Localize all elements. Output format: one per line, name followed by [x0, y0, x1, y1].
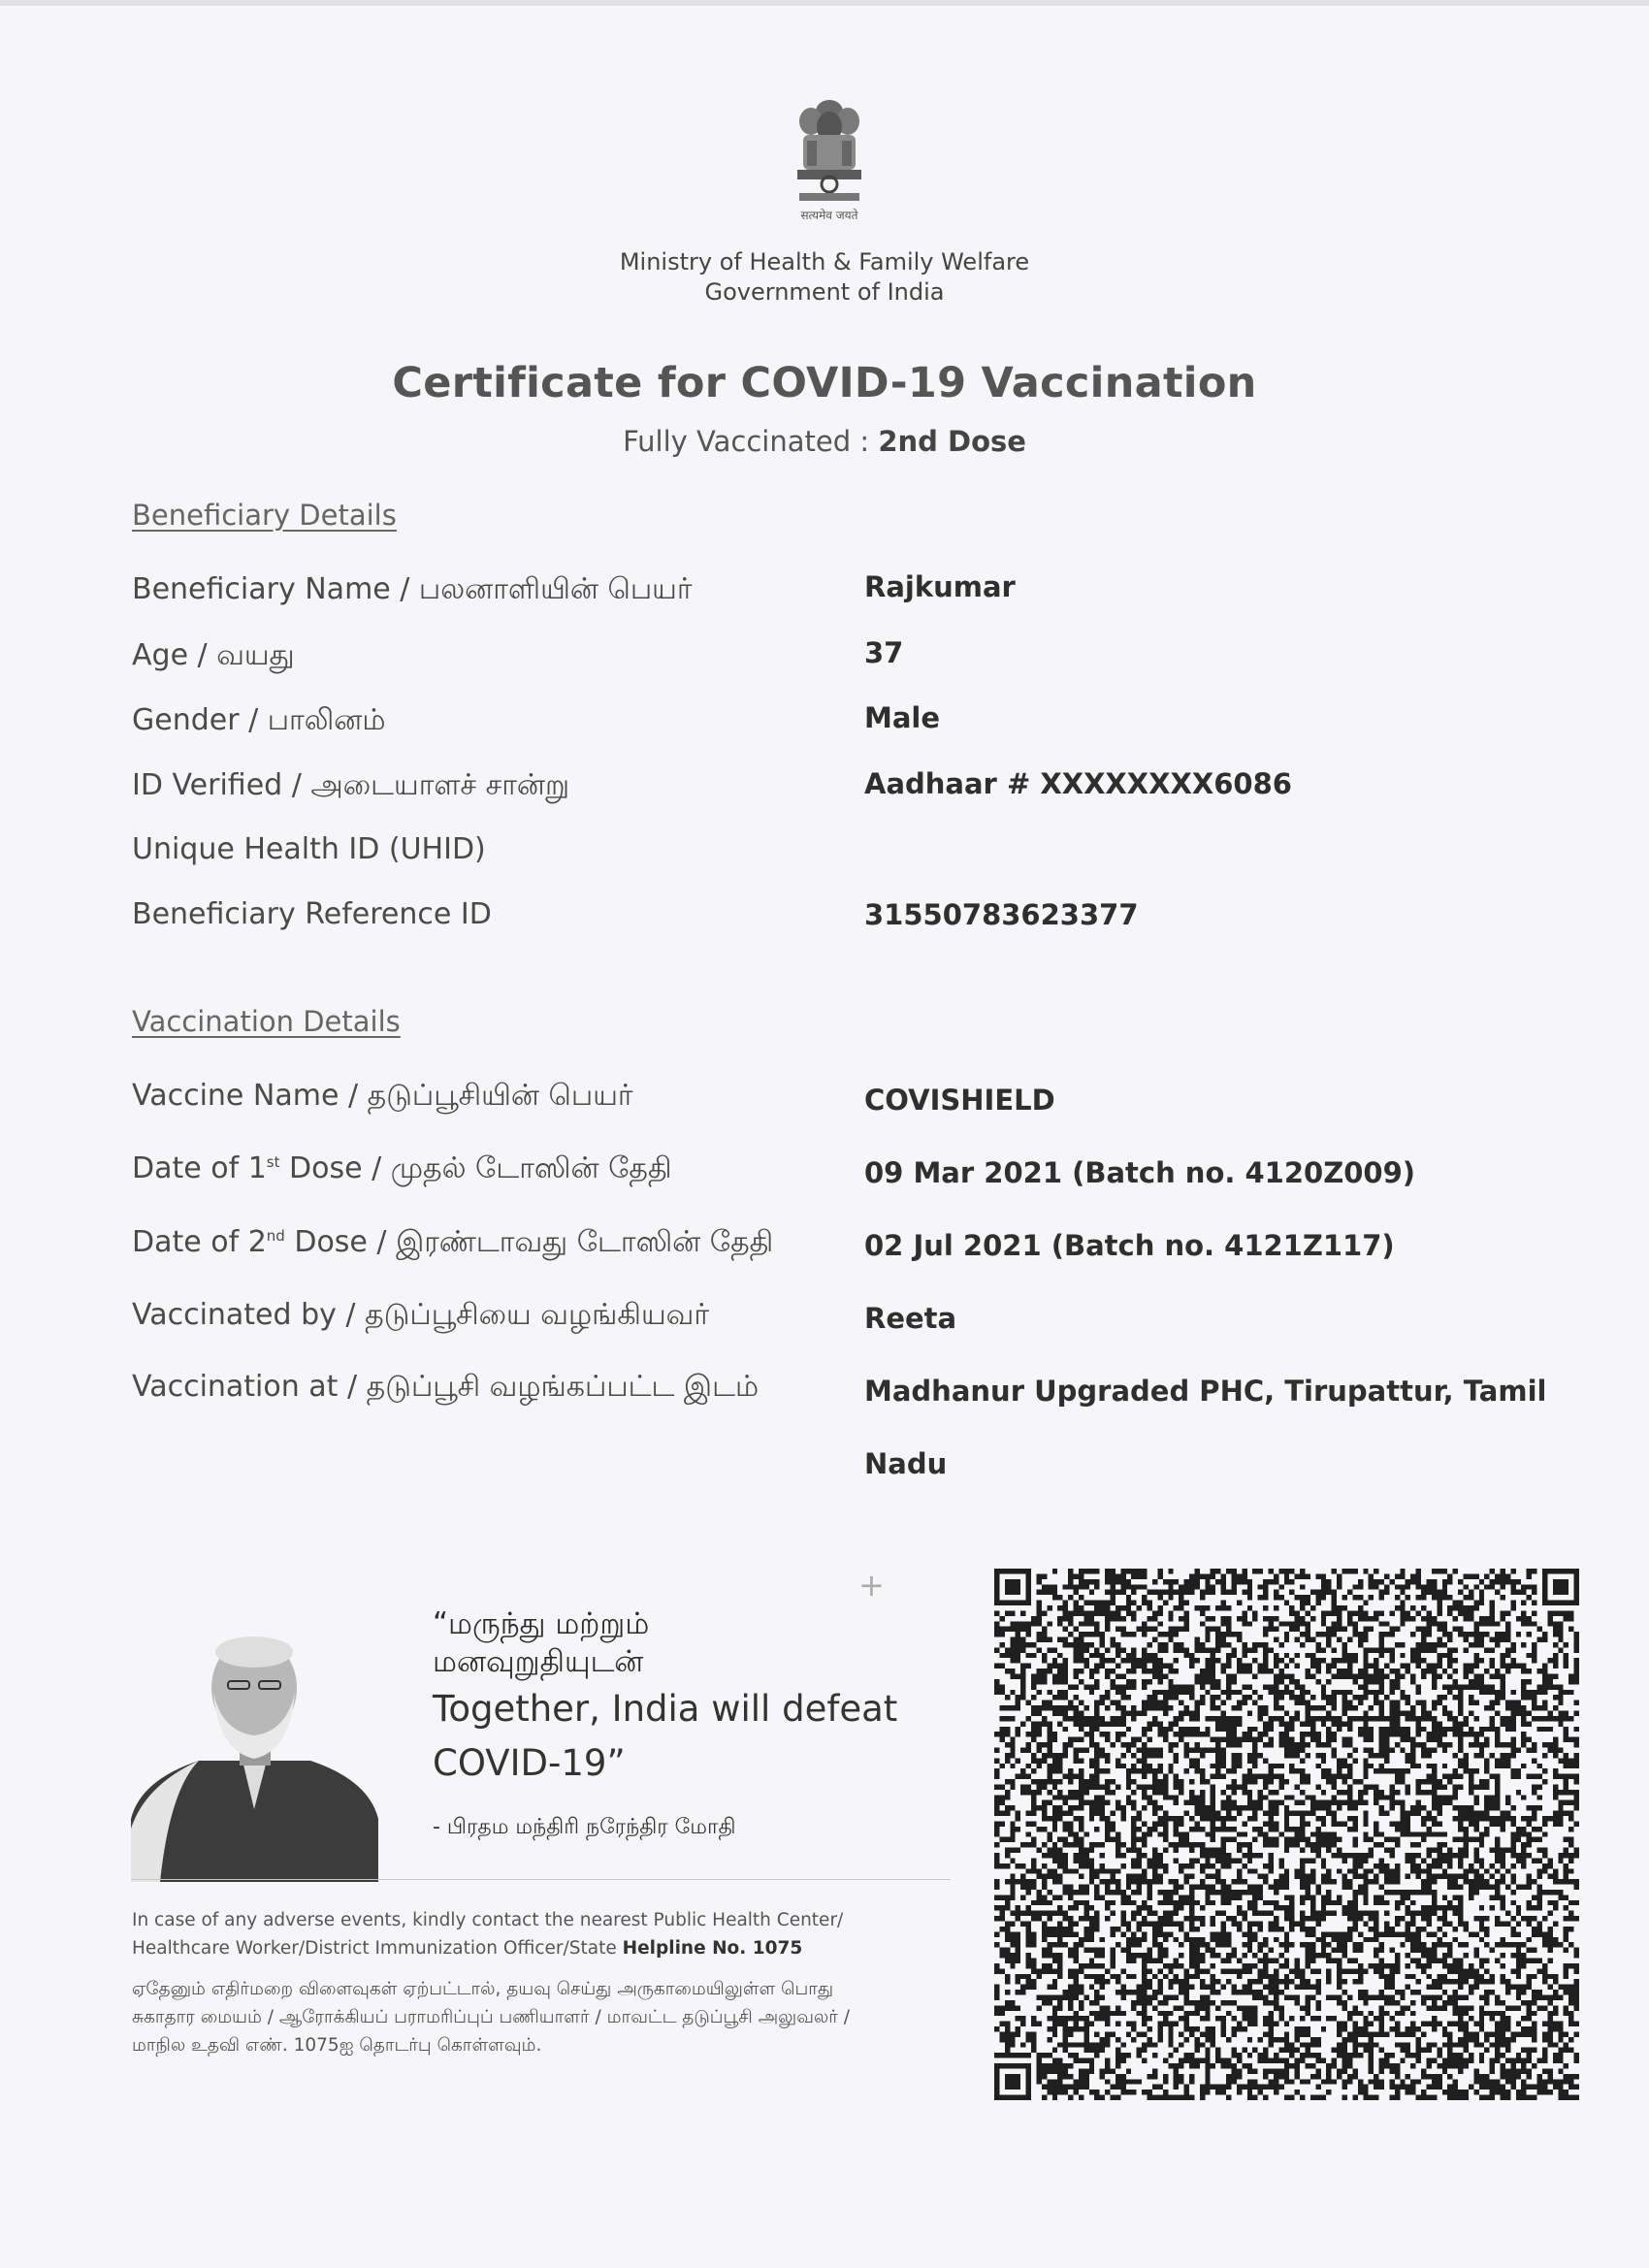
id-verified-value: Aadhaar # XXXXXXXX6086 — [864, 767, 1292, 800]
footer-divider — [131, 1879, 951, 1880]
beneficiary-name-value: Rajkumar — [864, 570, 1016, 603]
footer-english-line1: In case of any adverse events, kindly contact the nearest Public Health Center/ — [132, 1910, 844, 1930]
plus-mark: + — [858, 1567, 885, 1604]
footer-tamil-line1: ஏதேனும் எதிர்மறை விளைவுகள் ஏற்பட்டால், தயவு செய்து அருகாமையிலுள்ள பொது — [132, 1979, 833, 1999]
dose1-date-label — [132, 1151, 672, 1189]
vaccine-name-value: COVISHIELD — [864, 1084, 1055, 1117]
dose1-label-suffix: Dose / முதல் டோஸின் தேதி — [279, 1151, 672, 1185]
ministry-name: Ministry of Health & Family Welfare — [619, 248, 1030, 275]
vaccine-name-label: Vaccine Name / தடுப்பூசியின் பெயர் — [132, 1079, 633, 1113]
dose2-date-label — [132, 1225, 773, 1263]
certificate-title: Certificate for COVID-19 Vaccination — [392, 359, 1257, 407]
footer-english — [132, 1906, 937, 1962]
portrait-image — [131, 1635, 378, 1882]
footer-tamil — [132, 1975, 937, 2059]
vaccinated-by-label: Vaccinated by / தடுப்பூசியை வழங்கியவர் — [132, 1298, 710, 1332]
vaccinated-by-value: Reeta — [864, 1302, 957, 1335]
vaccinated-at-value-line2: Nadu — [864, 1447, 948, 1480]
quote-tamil-line1: “மருந்து மற்றும் — [433, 1606, 650, 1641]
footer-tamil-line3: மாநில உதவி எண். 1075ஐ தொடர்பு கொள்ளவும். — [132, 2035, 542, 2056]
quote-english — [433, 1682, 937, 1791]
id-verified-label: ID Verified / அடையாளச் சான்று — [132, 768, 570, 802]
scan-edge — [0, 0, 1649, 6]
status-label: Fully Vaccinated : — [623, 425, 870, 458]
government-name: Government of India — [704, 278, 945, 306]
age-label: Age / வயது — [132, 638, 295, 672]
dose1-date-value: 09 Mar 2021 (Batch no. 4120Z009) — [864, 1156, 1416, 1189]
gender-value: Male — [864, 701, 941, 734]
vaccination-section-title: Vaccination Details — [132, 1005, 401, 1038]
age-value: 37 — [864, 636, 904, 669]
footer-tamil-line2: சுகாதார மையம் / ஆரோக்கியப் பராமரிப்புப் பணியாளர் / மாவட்ட தடுப்பூசி அலுவலர் / — [132, 2007, 851, 2027]
footer-english-line2 — [132, 1934, 937, 1962]
beneficiary-name-label: Beneficiary Name / பலனாளியின் பெயர் — [132, 572, 693, 606]
reference-id-label: Beneficiary Reference ID — [132, 897, 492, 931]
state-emblem-icon — [786, 92, 873, 238]
quote-attribution: - பிரதம மந்திரி நரேந்திர மோதி — [433, 1815, 736, 1839]
quote-english-line1: Together, India will defeat — [433, 1688, 898, 1730]
quote-tamil — [433, 1605, 821, 1681]
reference-id-value: 31550783623377 — [864, 898, 1139, 931]
qr-code — [994, 1569, 1579, 2100]
dose1-label-prefix: Date of 1 — [132, 1151, 267, 1185]
vaccinated-at-value-line1: Madhanur Upgraded PHC, Tirupattur, Tamil — [864, 1375, 1547, 1408]
vaccinated-at-label: Vaccination at / தடுப்பூசி வழங்கப்பட்ட இடம் — [132, 1370, 760, 1404]
dose2-label-prefix: Date of 2 — [132, 1225, 267, 1259]
dose2-label-suffix: Dose / இரண்டாவது டோஸின் தேதி — [284, 1225, 774, 1259]
status-value: 2nd Dose — [878, 425, 1026, 458]
dose1-label-sup: st — [266, 1153, 280, 1171]
quote-english-line2: COVID-19” — [433, 1742, 626, 1784]
emblem-motto: सत्यमेव जयते — [800, 209, 858, 222]
helpline-number: Helpline No. 1075 — [622, 1938, 803, 1959]
gender-label: Gender / பாலினம் — [132, 703, 386, 737]
certificate-status — [291, 425, 1358, 458]
quote-tamil-line2: மனவுறுதியுடன் — [433, 1644, 644, 1679]
uhid-label: Unique Health ID (UHID) — [132, 832, 486, 866]
beneficiary-section-title: Beneficiary Details — [132, 499, 397, 532]
footer-english-line2-text: Healthcare Worker/District Immunization Officer/State — [132, 1938, 617, 1959]
dose2-date-value: 02 Jul 2021 (Batch no. 4121Z117) — [864, 1229, 1395, 1262]
dose2-label-sup: nd — [266, 1227, 285, 1245]
